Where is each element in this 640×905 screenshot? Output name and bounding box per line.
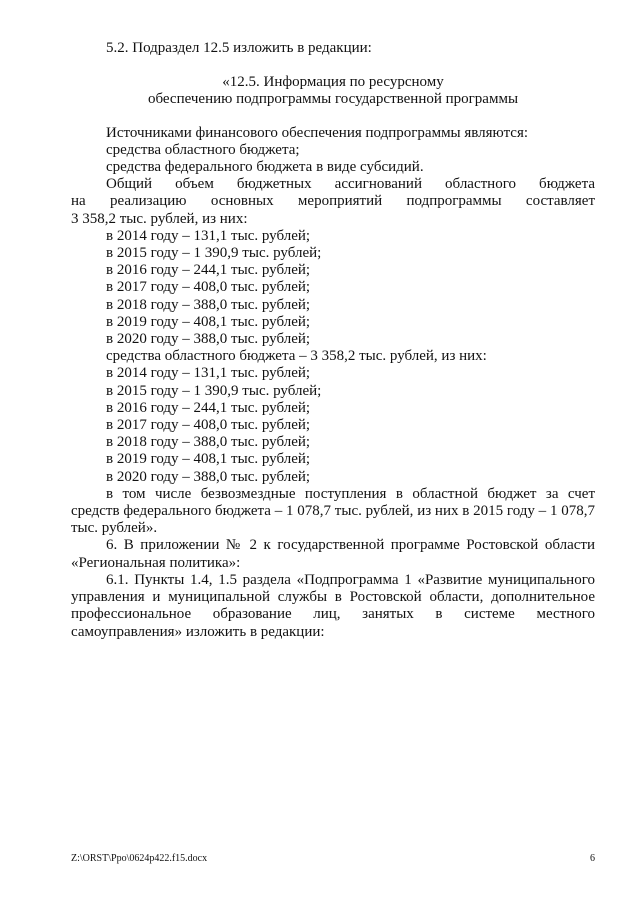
- year-total-item: в 2019 году – 408,1 тыс. рублей;: [106, 313, 311, 330]
- section-heading-line-1: «12.5. Информация по ресурсному: [222, 74, 444, 91]
- year-total-item: в 2018 году – 388,0 тыс. рублей;: [106, 296, 311, 313]
- section-heading-line-2: обеспечению подпрограммы государственной программы: [147, 91, 519, 108]
- intro-paragraph: 5.2. Подраздел 12.5 изложить в редакции:: [106, 40, 372, 56]
- document-body: [71, 40, 595, 641]
- year-regional-item: в 2017 году – 408,0 тыс. рублей;: [106, 417, 311, 434]
- year-regional-item: в 2014 году – 131,1 тыс. рублей;: [106, 365, 311, 382]
- year-regional-item: в 2016 году – 244,1 тыс. рублей;: [106, 399, 311, 416]
- source-item-regional: средства областного бюджета;: [106, 141, 300, 158]
- year-regional-item: в 2018 году – 388,0 тыс. рублей;: [106, 434, 311, 451]
- source-item-federal: средства федерального бюджета в виде субсидий.: [106, 159, 424, 176]
- page-number: 6: [590, 853, 595, 864]
- sources-intro: Источниками финансового обеспечения подпрограммы являются:: [106, 124, 529, 141]
- year-total-item: в 2020 году – 388,0 тыс. рублей;: [106, 331, 311, 348]
- regional-budget-line: средства областного бюджета – 3 358,2 тыс. рублей, из них:: [106, 348, 487, 365]
- year-total-item: в 2014 году – 131,1 тыс. рублей;: [106, 227, 311, 244]
- total-volume-line-1: Общий объем бюджетных ассигнований областного бюджета: [106, 176, 595, 193]
- year-regional-item: в 2019 году – 408,1 тыс. рублей;: [106, 451, 311, 468]
- total-volume-line-2: на реализацию основных мероприятий подпрограммы составляет: [71, 193, 595, 210]
- year-total-item: в 2016 году – 244,1 тыс. рублей;: [106, 262, 311, 279]
- item-6-paragraph: 6. В приложении № 2 к государственной программе Ростовской области «Региональная политика»:: [71, 537, 595, 571]
- total-volume-line-3: 3 358,2 тыс. рублей, из них:: [71, 210, 248, 227]
- page-footer: [71, 853, 595, 865]
- year-regional-item: в 2020 году – 388,0 тыс. рублей;: [106, 468, 311, 485]
- year-total-item: в 2017 году – 408,0 тыс. рублей;: [106, 279, 311, 296]
- file-path: Z:\ORST\Ppo\0624p422.f15.docx: [71, 853, 208, 864]
- item-6-1-paragraph: 6.1. Пункты 1.4, 1.5 раздела «Подпрограмма 1 «Развитие муниципального управления и муниципальной службы в Ростовской области, дополнительное профессиональное образование лиц, занятых в системе местного самоуправления» изложить в редакции:: [71, 571, 595, 640]
- gratuitous-receipts-paragraph: в том числе безвозмездные поступления в областной бюджет за счет средств федерального бюджета – 1 078,7 тыс. рублей, из них в 2015 году – 1 078,7 тыс. рублей».: [71, 485, 595, 537]
- year-total-item: в 2015 году – 1 390,9 тыс. рублей;: [106, 245, 322, 262]
- year-regional-item: в 2015 году – 1 390,9 тыс. рублей;: [106, 382, 322, 399]
